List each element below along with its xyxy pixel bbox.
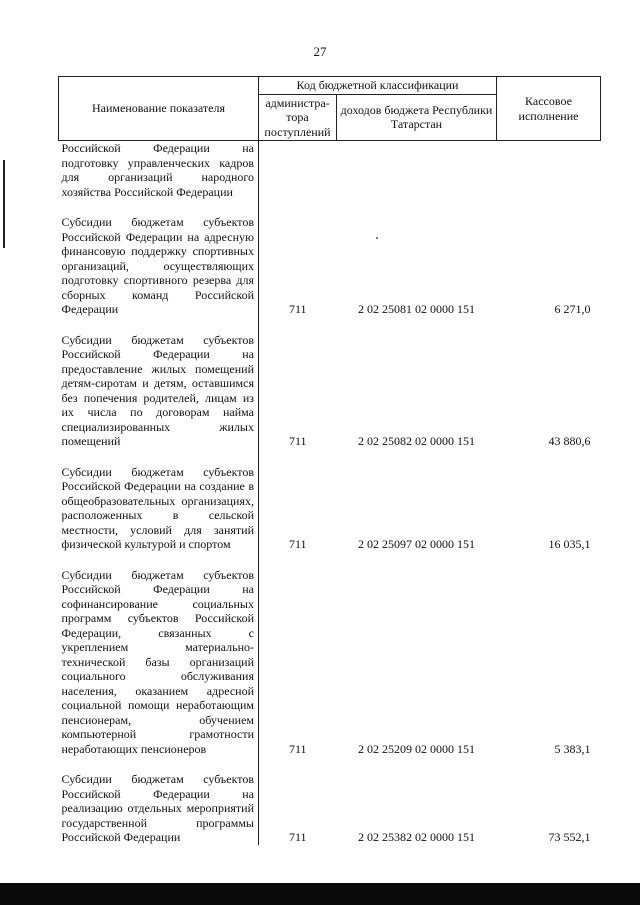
row-spacer bbox=[59, 756, 601, 772]
row-amount: 16 035,1 bbox=[548, 537, 591, 551]
table-row bbox=[59, 215, 601, 317]
scan-margin-mark bbox=[3, 160, 5, 248]
row-name: Российской Федерации на подготовку управленческих кадров для организаций народного хозяйства Российской Федерации bbox=[59, 141, 259, 200]
row-amount: 73 552,1 bbox=[548, 830, 591, 844]
table-row bbox=[59, 465, 601, 552]
table-row bbox=[59, 568, 601, 757]
row-name: Субсидии бюджетам субъектов Российской Федерации на реализацию отдельных мероприятий государственной программы Российской Федерации bbox=[59, 772, 259, 845]
row-admin: 711 bbox=[288, 741, 307, 756]
row-amount bbox=[497, 141, 601, 200]
row-admin: 711 bbox=[288, 830, 307, 844]
header-name: Наименование показателя bbox=[59, 77, 259, 141]
row-amount: 5 383,1 bbox=[554, 741, 591, 756]
row-admin: 711 bbox=[288, 302, 307, 316]
row-code bbox=[337, 141, 497, 200]
scan-bottom-edge bbox=[0, 883, 640, 905]
row-spacer bbox=[59, 199, 601, 215]
row-spacer bbox=[59, 552, 601, 568]
row-name: Субсидии бюджетам субъектов Российской Федерации на создание в общеобразовательных организациях, расположенных в сельской местности, условий для занятий физической культурой и спортом bbox=[59, 465, 259, 552]
row-admin bbox=[259, 141, 337, 200]
row-admin: 711 bbox=[288, 434, 307, 448]
scan-speck bbox=[376, 237, 378, 239]
budget-table bbox=[58, 76, 601, 845]
row-name: Субсидии бюджетам субъектов Российской Федерации на адресную финансовую поддержку спортивных организаций, осуществляющих подготовку спортивного резерва для сборных команд Российской Федерации bbox=[59, 215, 259, 317]
header-execution: Кассовое исполнение bbox=[497, 77, 601, 141]
row-name: Субсидии бюджетам субъектов Российской Федерации на предоставление жилых помещений детям-сиротам и детям, оставшимся без попечения родителей, лицам из их числа по договорам найма специализированных жилых помещений bbox=[59, 333, 259, 449]
row-code: 2 02 25382 02 0000 151 bbox=[358, 830, 475, 844]
page-number: 27 bbox=[313, 44, 327, 59]
table-row bbox=[59, 141, 601, 200]
row-spacer bbox=[59, 317, 601, 333]
row-code: 2 02 25081 02 0000 151 bbox=[358, 302, 475, 316]
row-code: 2 02 25082 02 0000 151 bbox=[358, 434, 475, 448]
header-code-group: Код бюджетной классификации bbox=[259, 77, 497, 95]
row-amount: 6 271,0 bbox=[554, 302, 591, 316]
row-amount: 43 880,6 bbox=[548, 434, 591, 448]
row-code: 2 02 25097 02 0000 151 bbox=[358, 537, 475, 551]
header-admin: администра-тора поступлений bbox=[259, 94, 337, 141]
table-row bbox=[59, 772, 601, 845]
row-spacer bbox=[59, 449, 601, 465]
row-admin: 711 bbox=[288, 537, 307, 551]
row-code: 2 02 25209 02 0000 151 bbox=[358, 741, 475, 756]
header-income: доходов бюджета Республики Татарстан bbox=[337, 94, 497, 141]
row-name: Субсидии бюджетам субъектов Российской Федерации на софинансирование социальных программ субъектов Российской Федерации, связанных с укреплением материально-технической базы организаций социального обслуживания населения, оказанием адресной социальной помощи неработающим пенсионерам, обучением компьютерной грамотности неработающих пенсионеров bbox=[59, 568, 259, 757]
table-row bbox=[59, 333, 601, 449]
